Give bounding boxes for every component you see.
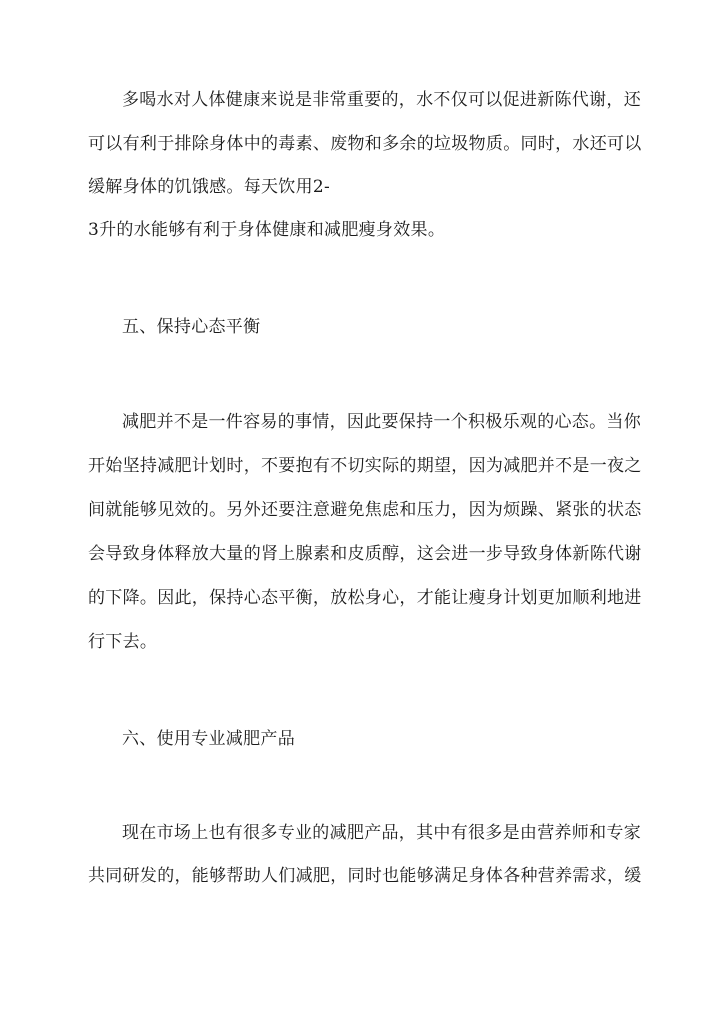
paragraph-products-line-2: 共同研发的，能够帮助人们减肥，同时也能够满足身体各种营养需求，缓 xyxy=(88,866,642,886)
paragraph-mindset-line-2: 开始坚持减肥计划时，不要抱有不切实际的期望，因为减肥并不是一夜之 xyxy=(88,456,642,476)
paragraph-products-line-1: 现在市场上也有很多专业的减肥产品，其中有很多是由营养师和专家 xyxy=(122,823,641,843)
paragraph-mindset-line-4: 会导致身体释放大量的肾上腺素和皮质醇，这会进一步导致身体新陈代谢 xyxy=(88,544,642,564)
paragraph-mindset-line-3: 间就能够见效的。另外还要注意避免焦虑和压力，因为烦躁、紧张的状态 xyxy=(88,500,642,520)
paragraph-mindset-line-5: 的下降。因此，保持心态平衡，放松身心，才能让瘦身计划更加顺利地进 xyxy=(88,588,642,608)
paragraph-mindset-line-6: 行下去。 xyxy=(88,632,158,652)
section-heading-6: 六、使用专业减肥产品 xyxy=(122,729,295,749)
paragraph-mindset-line-1: 减肥并不是一件容易的事情，因此要保持一个积极乐观的心态。当你 xyxy=(122,412,641,432)
section-heading-5: 五、保持心态平衡 xyxy=(122,317,261,337)
paragraph-water-line-3: 缓解身体的饥饿感。每天饮用2- xyxy=(88,177,331,197)
paragraph-water-line-2: 可以有利于排除身体中的毒素、废物和多余的垃圾物质。同时，水还可以 xyxy=(88,134,642,154)
paragraph-water-line-4: 3升的水能够有利于身体健康和减肥瘦身效果。 xyxy=(88,220,446,240)
paragraph-water-line-1: 多喝水对人体健康来说是非常重要的，水不仅可以促进新陈代谢，还 xyxy=(122,90,641,110)
